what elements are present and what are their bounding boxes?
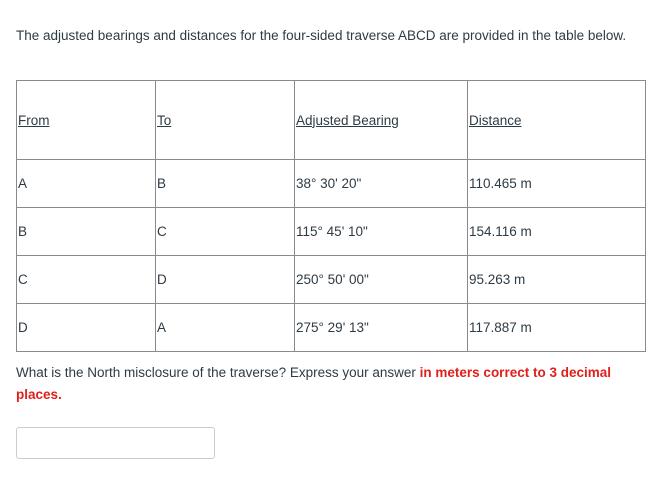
cell-bearing: 38° 30' 20" (295, 160, 468, 208)
cell-distance: 154.116 m (468, 208, 646, 256)
table-row (17, 256, 646, 304)
cell-to: A (156, 304, 295, 352)
table-row (17, 208, 646, 256)
cell-from: D (17, 304, 156, 352)
cell-from: B (17, 208, 156, 256)
cell-bearing: 115° 45' 10" (295, 208, 468, 256)
cell-distance: 110.465 m (468, 160, 646, 208)
answer-input[interactable] (16, 427, 215, 459)
cell-from: C (17, 256, 156, 304)
question-text (16, 362, 636, 406)
table-row (17, 160, 646, 208)
cell-from: A (17, 160, 156, 208)
question-main: What is the North misclosure of the traverse? Express your answer (16, 365, 420, 380)
table-row (17, 304, 646, 352)
intro-text: The adjusted bearings and distances for the four-sided traverse ABCD are provided in the table below. (16, 28, 627, 43)
cell-to: D (156, 256, 295, 304)
cell-to: B (156, 160, 295, 208)
cell-bearing: 275° 29' 13" (295, 304, 468, 352)
cell-distance: 117.887 m (468, 304, 646, 352)
header-distance: Distance (468, 81, 646, 160)
question-end: . (58, 387, 62, 402)
cell-to: C (156, 208, 295, 256)
traverse-table (16, 80, 646, 352)
question-emphasis: in meters correct to 3 decimal places (16, 365, 611, 402)
header-from: From (17, 81, 156, 160)
cell-distance: 95.263 m (468, 256, 646, 304)
table-header-row (17, 81, 646, 160)
cell-bearing: 250° 50' 00" (295, 256, 468, 304)
header-adjusted-bearing: Adjusted Bearing (295, 81, 468, 160)
header-to: To (156, 81, 295, 160)
